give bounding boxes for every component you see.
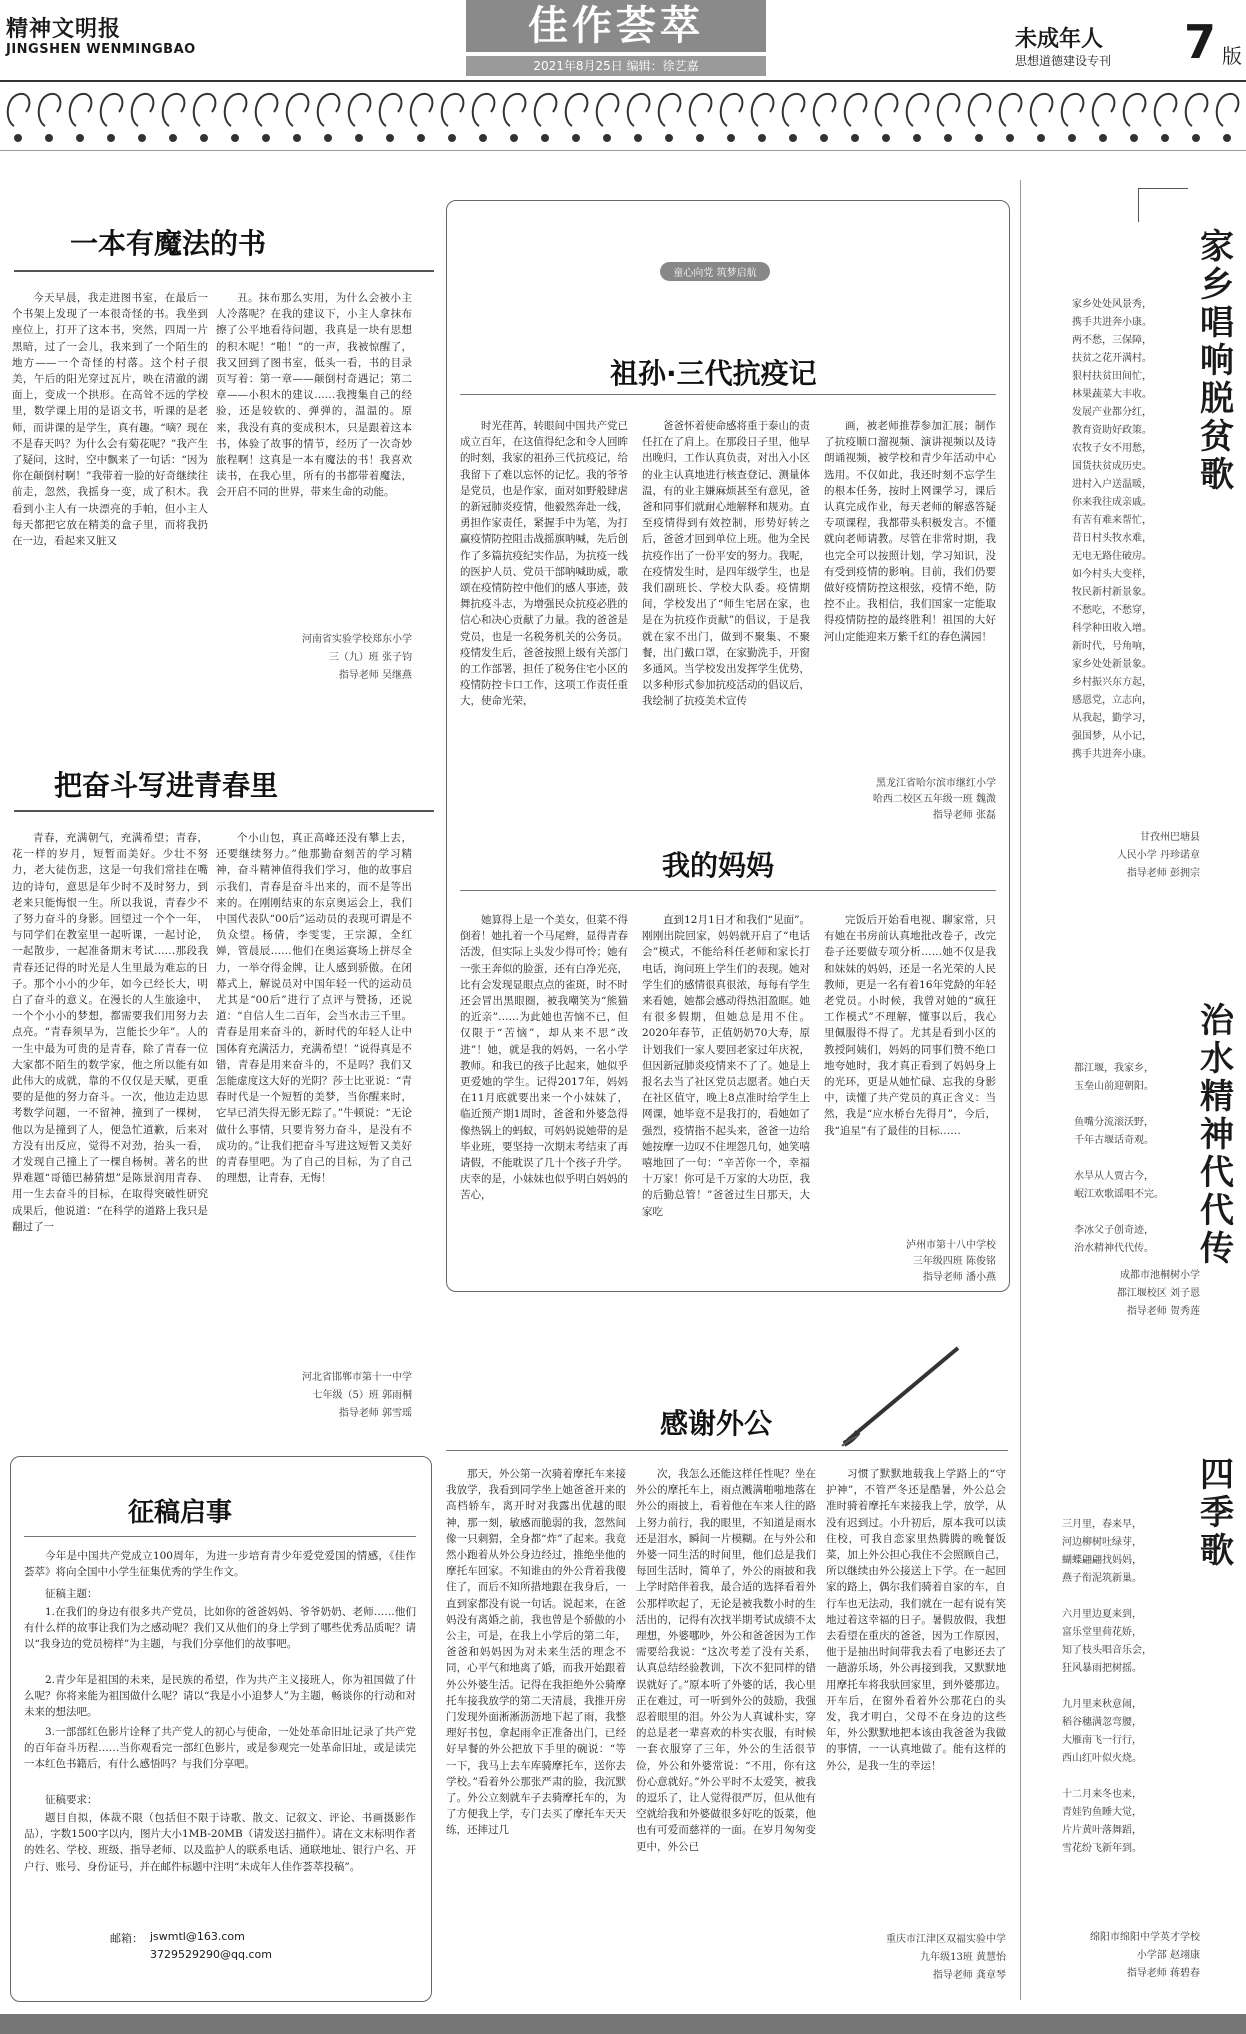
spiral-ring [597,94,619,126]
article-title: 感谢外公 [660,1407,773,1440]
author-name: 人民小学 丹珍诺章 [1116,850,1200,861]
spiral-ring [814,94,836,126]
spiral-ring [442,94,464,126]
spiral-ring [39,94,61,126]
poem-body [1062,1516,1188,1858]
poem-body [1074,1060,1194,1258]
ring-hole [666,135,672,141]
poem-line: 有苦有难来帮忙， [1072,515,1152,526]
ring-hole [449,135,455,141]
poem-line: 狠村扶贫田间忙， [1072,371,1152,382]
date-line: 2021年8月25日 编辑：徐艺嘉 [466,56,766,76]
ring-hole [325,135,331,141]
spiral-ring [1000,94,1022,126]
bracket-rule [1138,188,1139,222]
spiral-ring [876,94,898,126]
spiral-ring [8,94,30,126]
article-title: 一本有魔法的书 [70,227,267,260]
poem-line: 河边柳树吐绿芽， [1062,1537,1142,1548]
ring-hole [1069,135,1075,141]
article-body-col: 丑。抹布那么实用，为什么会被小主人冷落呢？在我的建议下，小主人拿抹布擦了公平地看待问题，我真是一块有思想的积木呢！“啪！”的一声，我被惊醒了，我又回到了图书室，低头一看，书的目录页写着：第一章——颠倒村奇遇记；第二章——小积木的建议……我搜集自己的经验，还是较软的、弹弹的，温温的。原来，我没有真的变成积木，只是跟着这本书，体验了故事的情节，经历了一次奇妙旅程啊！这真是一本有魔法的书！我喜欢读书，在我心里，所有的书都带着魔法，会开启不同的世界，带来生命的动能。 [216,292,412,499]
ring-hole [418,135,424,141]
spiral-ring [70,94,92,126]
article-body-col: 习惯了默默地载我上学路上的“守护神”，不管严冬还是酷暑，外公总会准时骑着摩托车来接我上学，放学，从没有迟到过。小升初后，原本我可以读住校，可我自恋家里热腾腾的晚餐饭菜，加上外公担心我住不会照顾自己，所以继续由外公接送上下学。在一起回家的路上，偶尔我们骑着自家的车，自行车也无法动，我们就在一起有说有笑地过着这幸福的日子。暑假放假，我想去看望在重庆的爸爸，因为工作原因，他于是抽出时间带我去看了电影还去了一趟游乐场，外公再接到我，又默默地用摩托车将我驮回家里，到外婆那边。开车后，在窗外看着外公那花白的头发，我才明白，父母不在身边的这些年，外公默默地把本该由我爸爸为我做的事情，一一认真地做了。能有这样的外公，是我一生的幸运！ [826,1468,1006,1772]
ring-hole [46,135,52,141]
poem-line: 感恩党，立志向， [1072,695,1152,706]
poem-line: 水旱从人贾古今， [1074,1171,1154,1182]
masthead-rule [0,80,1246,82]
ring-hole [139,135,145,141]
poem-line: 六月里边夏来到， [1062,1609,1142,1620]
poem-line: 家乡处处风景秀， [1072,299,1152,310]
poem-line: 牧民新村新景象。 [1072,587,1152,598]
poem-line [1062,1678,1188,1696]
ring-hole [945,135,951,141]
spiral-ring [783,94,805,126]
spiral-ring [1155,94,1177,126]
teacher-name: 指导老师 张磊 [932,810,996,821]
poem-line: 携手共进奔小康。 [1072,317,1152,328]
poem-line: 国货扶贫成历史。 [1072,461,1152,472]
spiral-ring [380,94,402,126]
ring-rule [0,150,1246,151]
teacher-name: 指导老师 吴继燕 [338,670,412,681]
banner-tag: 童心向党 筑梦启航 [660,262,770,281]
spiral-ring [1186,94,1208,126]
poem-line: 扶贫之花开满村。 [1072,353,1152,364]
ring-hole [883,135,889,141]
ring-hole [573,135,579,141]
poem-line: 你来我往成亲戚。 [1072,497,1152,508]
spiral-ring [1124,94,1146,126]
poem-line: 雪花纷飞新年到。 [1062,1843,1142,1854]
poem-line: 教育资助好政策。 [1072,425,1152,436]
spiral-ring [101,94,123,126]
notice-requirements: 题目自拟，体裁不限（包括但不限于诗歌、散文、记叙文、评论、书画摄影作品），字数1500字以内，图片大小1MB-20MB（请发送扫描件）。请在文末标明作者的姓名、学校、班级、指导老师、以及监护人的联系电话、通联地址、银行户名、开户行、账号、身份证号，并在邮件标题中注明“未成年人佳作荟萃投稿”。 [24,1812,416,1873]
spiral-ring [1031,94,1053,126]
email-link[interactable]: jswmtl@163.com [150,1930,245,1943]
author-name: 三年级四班 陈俊铭 [912,1256,996,1267]
ring-hole [356,135,362,141]
school-name: 绵阳市绵阳中学英才学校 [1090,1932,1200,1943]
spiral-ring [194,94,216,126]
poem-body [1072,296,1192,764]
school-name: 成都市池桐树小学 [1120,1270,1200,1281]
teacher-name: 指导老师 龚章琴 [932,1970,1006,1981]
author-name: 九年级13班 黄慧怡 [920,1952,1006,1963]
poem-title: 治水精神代代传 [1200,1001,1234,1269]
article-body-col: 今天早晨，我走进图书室，在最后一个书架上发现了一本很奇怪的书。我坐到座位上，打开了这本书，突然，四周一片黑暗，过了一会儿，我来到了一个陌生的地方——一个奇怪的村落。这个村子很美，午后的阳光穿过瓦片，映在清澈的湖面上，变成一个拱形。在高耸不远的学校里，数学课上用的是语文书，听课的是老师，而讲课的是学生，真有趣。“嘀？现在不是春天吗？为什么会有菊花呢？”我产生了疑问，这时，空中飘来了一句话：“因为你在颠倒村啊！”我带着一脸的好奇继续往前走，忽然，我摇身一变，成了积木。我看到小主人有一块漂亮的手帕，但小主人每天都把它放在精美的盒子里，而将我扔在一边，看起来又脏又 [12,292,208,548]
notice-item: 1.在我们的身边有很多共产党员，比如你的爸爸妈妈、爷爷奶奶、老师……他们有什么样的故事让我们为之感动呢？我们又从他们的身上学到了哪些优秀品质呢？请以“我身边的党员榜样”为主题，与我们分享他们的故事吧。 [24,1606,416,1651]
spiral-ring [690,94,712,126]
spiral-ring [318,94,340,126]
article-body-col: 完饭后开始看电视、聊家常，只有她在书房前认真地批改卷子，改完卷子还要做专项分析……她不仅是我和妹妹的妈妈，还是一名光荣的人民教师，更是一名有着16年党龄的年轻老党员。小时候，我曾对她的“疯狂工作模式”不理解，懂事以后，我心里佩服得不得了。尤其是看到小区的教授阿姨们，妈妈的同事们赞不绝口地夸她时，我才真正看到了妈妈身上的光环，更是从她忙碌、忘我的身影中，读懂了共产党员的真正含义：当然，我是“应水桥台先得月”，今后，我“追星”有了最佳的目标…… [824,914,996,1137]
title-rule [14,810,434,812]
poem-line: 乡村振兴东方起， [1072,677,1152,688]
author-name: 哈西二校区五年级一班 魏溦 [872,794,996,805]
ring-hole [976,135,982,141]
ring-hole [511,135,517,141]
poem-line: 大雁南飞一行行， [1062,1735,1142,1746]
article-body-col: 她算得上是一个美女，但菜不得倒着！她扎着一个马尾辫，显得青春活泼，但实际上头发少得可怜；她有一张王奔似的脸蛋，还有白净光亮，比有会发现显眼点点的雀斑，时不时还会冒出黑眼圈，被我嘲笑为“熊猫的近亲”……为此她也苦恼不已，但仅限于“苦恼”，却从来不思“改进”！她，就是我的妈妈，一名小学教师。和我已的孩子比起来，她似乎更爱她的学生。记得2017年，妈妈在11月底就要出来一个小妹妹了，临近预产期1周时，爸爸和外婆急得像热锅上的蚂蚁，可妈妈说她带的是毕业班，要坚持一次期末考结束了再请假，不能耽误了几十个孩子升学。庆幸的是，小妹妹也似乎明白妈妈的苦心， [460,914,628,1202]
notice-item: 3.一部部红色影片诠释了共产党人的初心与使命，一处处革命旧址记录了共产党的百年奋斗历程……当你观看完一部红色影片，或是参观完一处革命旧址，或是读完一本红色书籍后，有什么感悟吗？与我们分享吧。 [24,1726,416,1771]
author-name: 都江堰校区 刘子恩 [1116,1288,1200,1299]
poem-line: 发展产业都分红， [1072,407,1152,418]
article-title: 我的妈妈 [662,849,775,882]
poem-line: 蝴蝶翩翩找妈妈， [1062,1555,1142,1566]
ring-hole [759,135,765,141]
author-name: 七年级（5）班 郭雨桐 [312,1390,412,1401]
ring-hole [697,135,703,141]
school-name: 河南省实验学校郑东小学 [302,634,412,645]
poem-line: 岷江欢歌谣唱不完。 [1074,1189,1164,1200]
poem-line: 鱼嘴分流滚沃野， [1074,1117,1154,1128]
ring-hole [201,135,207,141]
page-number: 7 [1184,15,1217,69]
spiral-ring [132,94,154,126]
poem-line: 都江堰，我家乡， [1074,1063,1154,1074]
teacher-name: 指导老师 潘小燕 [922,1272,996,1283]
ring-hole [232,135,238,141]
article-title: 把奋斗写进青春里 [54,769,279,802]
poem-line: 片片黄叶落舞蹈， [1062,1825,1142,1836]
poem-line: 家乡处处新景象。 [1072,659,1152,670]
spiral-ring [628,94,650,126]
article-body-col: 直到12月1日才和我们“见面”。刚刚出院回家，妈妈就开启了“电话会”模式，不能给科任老师和家长打电话，询问班上学生们的表现。她对学生们的感情很真很浓，每每有学生来看她，她都会感动得热泪盈眶。她有很多假期，但她总是用不住。2020年春节，正值奶奶70大寿，原计划我们一家人要回老家过年庆祝，但因新冠肺炎疫情来不了了。她是上报名去当了社区党员志愿者。她白天在社区值守，晚上8点准时给学生上网课，她毕竟不是我打的，看她如了强烈，疫情指不起头来，爸爸一边给她按摩一边叹不住埋怨几句，她笑嘻嘻地回了一句：“辛苦你一个，幸福十万家！你可是千万家的大功臣，我的后勤总管！”爸爸过生日那天，大家吃 [642,914,810,1218]
article-body-col: 个小山包，真正高峰还没有攀上去，还要继续努力。”他那勤奋刻苦的学习精神，奋斗精神值得我们学习，他的故事启示我们，青春是奋斗出来的，而不是等出来的。在刚刚结束的东京奥运会上，我们中国代表队“00后”运动员的表现可谓是不负众望。杨倩，李雯雯，王宗源，全红婵，管晨辰……他们在奥运赛场上拼尽全力，一举夺得金牌，让人感到骄傲。在闭幕式上，解说员对中国年轻一代的运动员尤其是“00后”进行了点评与赞扬，还说道：“自信人生二百年，会当水击三千里。青春是用来奋斗的，新时代的年轻人让中国体育充满活力，充满希望！”说得真是不错，青春是用来奋斗的，不是吗？我们又怎能虚度这大好的光阴？莎士比亚说：“青春时代是一个短暂的美梦，当你醒来时，它早已消失得无影无踪了。”牛顿说：“无论做什么事情，只要肯努力奋斗，是没有不成功的。”让我们把奋斗写进这短暂又美好的青春里吧。为了自己的目标，为了自己的理想，让青春，无悔！ [216,832,412,1185]
ring-hole [15,135,21,141]
teacher-name: 指导老师 郭雪瑶 [338,1408,412,1419]
teacher-name: 指导老师 贺秀莲 [1126,1306,1200,1317]
article-title: 祖孙·三代抗疫记 [610,357,817,390]
ring-hole [263,135,269,141]
spiral-ring [504,94,526,126]
title-rule [14,270,434,272]
poem-line: 昔日村头牧水难， [1072,533,1152,544]
poem-line: 青娃钓鱼睡大觉， [1062,1807,1142,1818]
column-rule [1020,180,1021,2000]
spiral-ring [721,94,743,126]
author-name: 小学部 赵翊康 [1136,1950,1200,1961]
spiral-ring [1093,94,1115,126]
ring-hole [1224,135,1230,141]
spiral-ring [163,94,185,126]
poem-title: 家乡唱响脱贫歌 [1200,227,1234,495]
poem-line: 进村入户送温暖， [1072,479,1152,490]
poem-line: 富乐堂里荷花娇， [1062,1627,1142,1638]
article-body-col: 时光荏苒，转眼间中国共产党已成立百年，在这值得纪念和令人回眸的时刻，我家的祖孙三代抗疫记，给我留下了难以忘怀的记忆。我的爷爷是党员，也是作家，面对如野般肆虐的新冠肺炎疫情，他毅然奔赴一线，勇担作家责任，紧握手中为笔，为打赢疫情防控阻击战摇旗呐喊，先后创作了多篇抗疫纪实作品，为抗疫一线的医护人员、党员干部呐喊助威，歌颂在疫情防控中他们的感人事迹，鼓舞抗疫斗志，为增强民众抗疫必胜的信心和决心贡献了力量。我的爸爸是党员，也是一名税务机关的公务员。疫情发生后，爸爸按照上级有关部门的工作部署，担任了税务住宅小区的疫情防控卡口工作，这项工作责任重大，使命光荣， [460,420,628,708]
bracket-rule [1138,188,1188,189]
ring-hole [1162,135,1168,141]
notice-intro: 今年是中国共产党成立100周年，为进一步培育青少年爱党爱国的情感，《佳作荟萃》将向全国中小学生征集优秀的学生作文。 [24,1550,416,1579]
ring-hole [542,135,548,141]
poem-line: 玉垒山前迎朝阳。 [1074,1081,1154,1092]
spiral-ring [752,94,774,126]
school-name: 甘孜州巴塘县 [1140,832,1200,843]
footer-band [0,2014,1246,2034]
newspaper-logo: 精神文明报 [6,16,122,42]
poem-line: 知了枝头唱音乐会， [1062,1645,1152,1656]
spiral-ring [535,94,557,126]
poem-line: 十二月来冬也来， [1062,1789,1142,1800]
poem-line: 治水精神代代传。 [1074,1243,1154,1254]
spiral-rings-decoration [0,86,1246,158]
ring-hole [728,135,734,141]
newspaper-pinyin: JINGSHEN WENMINGBAO [6,42,196,57]
poem-line [1074,1204,1194,1222]
brush-pen-icon [838,1340,968,1450]
poem-line: 三月里，春来早， [1062,1519,1142,1530]
title-rule [24,1536,416,1537]
ring-hole [1038,135,1044,141]
spiral-ring [659,94,681,126]
poem-line: 千年古堰话奇观。 [1074,1135,1154,1146]
ring-hole [1007,135,1013,141]
poem-line: 新时代，号角响， [1072,641,1152,652]
poem-line: 强国梦，从小记， [1072,731,1152,742]
ring-hole [821,135,827,141]
ring-hole [1131,135,1137,141]
article-body-col: 青春，充满朝气，充满希望；青春，花一样的岁月，短暂而美好。少壮不努力，老大徒伤悲，这是一句我们常挂在嘴边的诗句，意思是年少时不及时努力，到老来只能悔恨一生。所以我说，青春少不了努力奋斗的身影。回望过一个个一年，与同学们在教室里一起听课，一起讨论，一起散步，一起准备期末考试……那段我青春还记得的时光是人生里最为难忘的日子。那个小小的少年，如今已经长大，明白了奋斗的意义。在漫长的人生旅途中，一个个小小的梦想，都需要我们用努力去点亮。“青春须早为，岂能长少年”。人的一生中最为可贵的是青春，除了青春一位大家都不陌生的数学家，他之所以能有如此伟大的成就，靠的不仅仅是天赋，更重要的是他的努力奋斗。一次，他边走边思考数学问题，一不留神，撞到了一棵树，他以为是撞到了人，便急忙道歉，后来对方没有出反应，觉得不对劲，抬头一看，才发现自己撞上了一棵自杨树。著名的世界难题“哥德巴赫猜想”是陈景润用青春、用一生去奋斗的目标，在取得突破性研究成果后，他说道：“在科学的道路上我只是翻过了一 [12,832,208,1233]
section-title: 佳作荟萃 [466,0,766,52]
poem-line [1074,1150,1194,1168]
title-rule [446,1450,1008,1451]
spiral-ring [1217,94,1239,126]
ring-hole [852,135,858,141]
poem-line: 燕子衔泥筑新巢。 [1062,1573,1142,1584]
spiral-ring [411,94,433,126]
spiral-ring [349,94,371,126]
spiral-ring [473,94,495,126]
school-name: 黑龙江省哈尔滨市继红小学 [876,778,996,789]
ring-hole [108,135,114,141]
poem-line: 狂风暴雨把树摇。 [1062,1663,1142,1674]
email-label: 邮箱： [110,1932,143,1945]
title-rule [460,394,996,395]
ring-hole [635,135,641,141]
school-name: 河北省邯郸市第十一中学 [302,1372,412,1383]
ring-hole [1100,135,1106,141]
spiral-ring [225,94,247,126]
spiral-ring [1062,94,1084,126]
poem-line [1074,1096,1194,1114]
poem-line: 西山红叶似火烧。 [1062,1753,1142,1764]
school-name: 泸州市第十八中学校 [906,1240,996,1251]
ring-hole [77,135,83,141]
notice-title: 征稿启事 [128,1498,233,1528]
ring-hole [1193,135,1199,141]
poem-line: 两不愁，三保障， [1072,335,1152,346]
poem-line: 稻谷穗满忽弯腰， [1062,1717,1142,1728]
poem-title: 四季歌 [1200,1455,1234,1571]
ring-hole [604,135,610,141]
notice-item: 2.青少年是祖国的未来，是民族的希望，作为共产主义接班人，你为祖国做了什么呢？你将来能为祖国做什么呢？请以“我是小小追梦人”为主题，畅谈你的行动和对未来的想法吧。 [24,1674,416,1719]
notice-subhead: 征稿要求： [45,1794,98,1806]
edition-name: 未成年人 [1015,27,1104,52]
teacher-name: 指导老师 彭拥宗 [1126,868,1200,879]
ring-hole [294,135,300,141]
spiral-ring [566,94,588,126]
poem-line [1062,1768,1188,1786]
poem-line: 如今村头大变样， [1072,569,1152,580]
ring-hole [480,135,486,141]
spiral-ring [907,94,929,126]
school-name: 重庆市江津区双福实验中学 [886,1934,1006,1945]
notice-subhead: 征稿主题： [45,1588,98,1600]
poem-line: 农牧子女不用愁， [1072,443,1152,454]
spiral-ring [845,94,867,126]
spiral-ring [938,94,960,126]
poem-line: 九月里来秋意闹， [1062,1699,1142,1710]
edition-subtitle: 思想道德建设专刊 [1015,54,1112,68]
title-rule [460,890,996,891]
email-link[interactable]: 3729529290@qq.com [150,1948,272,1961]
article-body-col: 那天，外公第一次骑着摩托车来接我放学，我看到同学坐上她爸爸开来的高档轿车，离开时对我露出优越的眼神，那一刻，敏感而脆弱的我，忽然间像一只刺猬，全身都“炸”了起来。我竟然小跑着从外公身边经过，推绝坐他的摩托车回家。不知谁由的外公背着我傻住了，而后不知所措地跟在我身后，一直到家都没有说一句话。说起来，在爸妈没有离婚之前，我也曾是个骄傲的小公主，可是，在我上小学后的第二年，爸爸和妈妈因为对未来生活的理念不同，心平气和地离了婚，而我开始跟着外公外婆生活。记得在我拒绝外公骑摩托车接我放学的第二天清晨，我推开房门发现外面淅淅沥沥地下起了雨，我整理好书包，拿起雨伞正准备出门，已经好早餐的外公把放下手里的碗说：“等一下，我马上去车库骑摩托车，送你去学校。”看着外公那张严肃的脸，我沉默了。外公立刻就车子去骑摩托车的，为了方便我上学，专门去买了摩托车天天练，还摔过几 [446,1468,626,1837]
poem-line: 林果蔬菜大丰收。 [1072,389,1152,400]
poem-line: 科学种田收入增。 [1072,623,1152,634]
article-body-col: 爸爸怀着使命感将重于泰山的责任扛在了肩上。在那段日子里，他早出晚归，工作认真负责，对出入小区的业主认真地进行核查登记、测量体温，有的业主嫌麻烦甚至有意见，爸爸和同事们就耐心地解释和规劝。直至疫情得到有效控制，形势好转之后，爸爸才回到单位上班。他为全民抗疫作出了一份平安的努力。我呢，在疫情发生时，是四年级学生，也是我们副班长、学校大队委。疫情期间，学校发出了“师生宅居在家，也是在为抗疫作贡献”的倡议，于是我就在家不出门，做到不聚集、不聚餐，出门戴口罩，在家勤洗手，开窗多通风。当学校发出发挥学生优势，以多种形式参加抗疫活动的倡议后，我绘制了抗疫美术宣传 [642,420,810,708]
article-body-col: 次，我怎么还能这样任性呢？坐在外公的摩托车上，雨点溅满啪啪地落在外公的雨披上，看着他在车来人往的路上努力前行，我的眼里，不知道是雨水还是泪水，瞬间一片模糊。在与外公和外婆一同生活的时间里，他们总是我们每回生活时，简单了，外公的雨披和我上学时陪伴着我，最合适的选择看着外公那样吹起了，无论是被我数小时的生活出的，记得有次找半期考试成绩不太理想，外婆哪吵，外公和爸爸因为工作需要给我说：“这次考差了没有关系，认真总结经验教训，下次不犯同样的错误就好了。”原本听了外婆的话，我心里正在难过，可一听到外公的鼓励，我强忍着眼里的泪。外公为人真诚朴实，穿的总是老一辈喜欢的朴实衣服，有时候一套衣服穿了三年，外公的生活很节俭，外公和外婆常说：“不用，你有这份心意就好。”外公平时不太爱笑，被我的逗乐了，让人觉得很严厉，但从他有空就给我和外婆做很多好吃的饭菜，他也有可爱而慈祥的一面。在岁月匆匆变更中，外公已 [636,1468,816,1853]
spiral-ring [969,94,991,126]
poem-line [1062,1588,1188,1606]
spiral-ring [256,94,278,126]
author-name: 三（九）班 张子钧 [328,652,412,663]
poem-line: 李冰父子创奇迹， [1074,1225,1154,1236]
poem-line: 不愁吃，不愁穿， [1072,605,1152,616]
article-body-col: 画，被老师推荐参加汇展；制作了抗疫顺口溜视频、演讲视频以及诗朗诵视频，被学校和青少年活动中心选用。不仅如此，我还时刻不忘学生的根本任务，按时上网课学习，课后认真完成作业，每天老师的解惑答疑专项课程，我都带头积极发言。不懂就向老师请教。尽管在非常时期，我也完全可以按照计划，学习知识，没有受到疫情的影响。目前，我们仍要做好疫情防控这根弦，疫情不绝，防控不止。我相信，我们国家一定能取得疫情防控的最终胜利！祖国的大好河山定能迎来万紫千红的春色满园！ [824,420,996,643]
poem-line: 从我起，勤学习， [1072,713,1152,724]
poem-line: 携手共进奔小康。 [1072,749,1152,760]
ring-hole [914,135,920,141]
teacher-name: 指导老师 蒋碧春 [1126,1968,1200,1979]
page-suffix: 版 [1222,44,1242,68]
spiral-ring [287,94,309,126]
ring-hole [790,135,796,141]
poem-line: 无电无路住破房。 [1072,551,1152,562]
ring-hole [387,135,393,141]
ring-hole [170,135,176,141]
